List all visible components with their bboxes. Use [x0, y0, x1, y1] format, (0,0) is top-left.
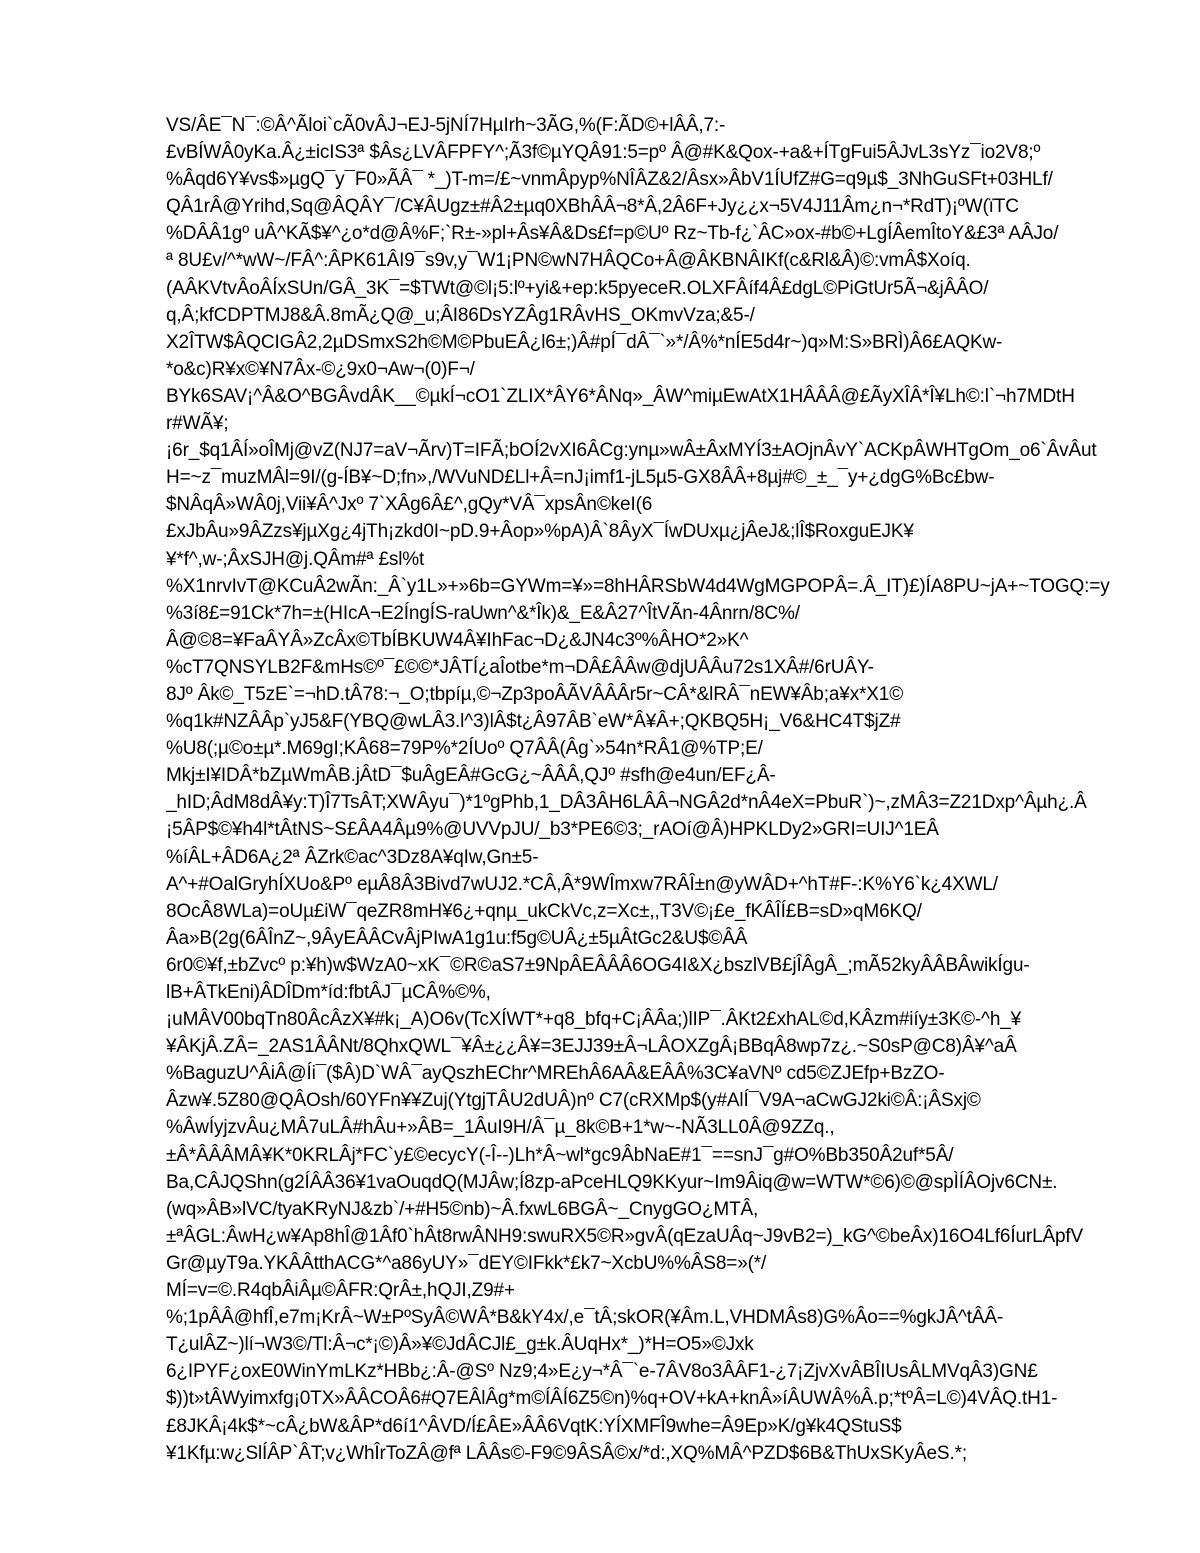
- text-line: 8Jº Âk©_T5zE`=¬hD.tÂ78:¬_O;tbpíµ,©¬Zp3poÂÃVÂÂÂr5r~CÂ*&lRÂ¯nEW¥Âb;a¥x*X1©: [166, 683, 904, 705]
- text-line: $))t»tÂWyimxfg¡0TX»ÂÂCOÂ6#Q7EÂlÂg*m©ÍÂÍ6Z5©n)%q+OV+kA+knÂ»íÂUWÂ%Â.p;*tºÂ=L©)4VÂQ.tH1-: [166, 1388, 1058, 1410]
- text-line: ¡uMÂV00bqTn80ÂcÂzX¥#k¡_A)O6v(TcXÍWT*+q8_bfq+C¡ÂÂa;)lIP¯.ÂKt2£xhAL©d,KÂzm#iíy±3K©-^h_¥: [166, 1009, 1022, 1031]
- text-line: (wq»ÂB»lVC/tyaKRyNJ&zb`/+#H5©nb)~Â.fxwL6BGÂ~_CnygGO¿MTÂ,: [166, 1198, 759, 1220]
- text-line: QÂ1rÂ@Yrihd,Sq@ÂQÂY¯/C¥ÂUgz±#Â2±µq0XBhÂÂ¬8*Â,2Â6F+Jy¿¿x¬5V4J11Âm¿n¬*RdT)¡ºW(ïTC: [166, 196, 1019, 218]
- text-line: %X1nrvIvT@KCuÂ2wÃn:_Â`y1L»+»6b=GYWm=¥»=8hHÂRSbW4d4WgMGPOPÂ=.Â_IT)£)ÍA8PU~jA+~TOGQ:=y: [166, 575, 1110, 597]
- text-line: Gr@µyT9a.YKÂÂtthACG*^a86yUY»¯dEY©IFkk*£k7~XcbU%%ÂS8=»(*/: [166, 1252, 767, 1274]
- text-line: X2ÎTW$ÂQCIGÂ2,2µDSmxS2h©M©PbuEÂ¿l6±;)Â#pÍ¯dÂ¯`»*/Â%*nÍE5d4r~)q»M:S»BRÌ)Â6£AQKw-: [166, 331, 1003, 353]
- text-line: %Âqd6Y¥vs$»µgQ¯y¯F0»ÃÂ¯ *_)T-m=/£~vnmÂpyp%NÎÂZ&2/Âsx»ÂbV1ÍUfZ#G=q9µ$_3NhGuSFt+03HLf/: [166, 169, 1053, 191]
- text-line: BYk6SAV¡^Â&O^BGÂvdÂK__©µkÍ¬cO1`ZLIX*ÂY6*ÂNq»_ÂW^miµEwAtX1HÂÂÂ@£ÃyXÎÂ*Î¥Lh©:l`¬h7MDtH: [166, 385, 1075, 407]
- text-line: 6r0©¥f,±bZvcº p:¥h)w$WzA0~xK¯©R©aS7±9NpÂEÂÂÂ6OG4I&X¿bszlVB£jÎÂgÂ_;mÃ52kyÂÂBÂwikÍgu-: [166, 954, 1030, 976]
- text-line: r#WÃ¥;: [166, 413, 229, 435]
- text-line: ¥1Kfµ:w¿SlÍÂP`ÂT;v¿WhÎrToZÂ@fª LÂÂs©-F9©9ÂSÂ©x/*d:,XQ%MÂ^PZD$6B&ThUxSKyÂeS.*;: [166, 1442, 967, 1464]
- text-line: %3í8£=91Ck*7h=±(HIcA¬E2ÍngÍS-raUwn^&*Îk)&_E&Â27^ÎtVÃn-4Ânrn/8C%/: [166, 602, 800, 624]
- text-line: %íÂL+ÂD6A¿2ª ÂZrk©ac^3Dz8A¥qIw,Gn±5-: [166, 846, 539, 868]
- text-line: 8OcÂ8WLa)=oUµ£iW¯qeZR8mH¥6¿+qnµ_ukCkVc,z=Xc±,,T3V©¡£e_fKÂÎÍ£B=sD»qM6KQ/: [166, 900, 922, 922]
- text-line: ¥ÂKjÂ.ZÂ=_2AS1ÂÂNt/8QhxQWL¯¥Â±¿¿Â¥=3EJJ39±Â¬LÂOXZgÂ¡BBqÂ8wp7z¿.~S0sP@C8)Â¥^aÂ: [166, 1036, 1017, 1058]
- text-line: ±ªÂGL:ÂwH¿w¥Ap8hÎ@1Âf0`hÂt8rwÂNH9:swuRX5©R»gvÂ(qEzaUÂq~J9vB2=)_kG^©beÂx)16O4Lf6ÍurLÂpfV: [166, 1225, 1084, 1247]
- text-line: ª 8U£v/^*wW~/FÂ^:ÂPK61ÂI9¯s9v,y¯W1¡PN©wN7HÂQCo+Â@ÂKBNÂIKf(c&Rl&Â)©:vmÂ$Xoíq.: [166, 250, 971, 272]
- text-line: *o&c)R¥x©¥N7Âx-©¿9x0¬Aw¬(0)F¬/: [166, 358, 475, 380]
- text-line: £vBÍWÂ0yKa.Â¿±icIS3ª $Âs¿LVÂFPFY^;Ã3f©µYQÂ91:5=pº Â@#K&Qox-+a&+ÍTgFui5ÂJvL3sYz¯io2V8;º: [166, 142, 1041, 164]
- text-line: Ba,CÂJQShn(g2ÍÂÂ36¥1vaOuqdQ(MJÂw;Í8zp-aPceHLQ9KKyur~Im9Âiq@w=WTW*©6)©@spÌÍÂOjv6CN±.: [166, 1171, 1058, 1193]
- text-line: %;1pÂÂ@hfÎ,e7m¡KrÂ~W±PºSyÂ©WÂ*B&kY4x/,e¯tÂ;skOR(¥Âm.L,VHDMÂs8)G%Âo==%gkJÂ^tÂÂ-: [166, 1307, 1004, 1329]
- text-line: $NÂqÂ»WÂ0j,Vii¥Â^Jxº 7`XÂg6Â£^,gQy*VÂ¯xpsÂn©keI(6: [166, 494, 653, 516]
- text-line: (AÂKVtvÂoÂÍxSUn/GÂ_3K¯=$TWt@©l¡5:lº+yi&+ep:k5pyeceR.OLXFÂíf4Â£dgL©PiGtUr5Ã¬&jÂÂO/: [166, 277, 989, 299]
- text-line: T¿ulÂZ~)lí¬W3©/Tl:Â¬c*¡©)Â»¥©JdÂCJl£_g±k.ÂUqHx*_)*H=O5»©Jxk: [166, 1334, 754, 1356]
- text-line: Âa»B(2g(6ÂÎnZ~,9ÂyEÂÂCvÂjPIwA1g1u:f5g©UÂ¿±5µÂtGc2&U$©ÂÂ: [166, 927, 748, 949]
- text-line: ±Â*ÂÂÂMÂ¥K*0KRLÂj*FC`y£©ecycY(-Î--)Lh*Â~wl*gc9ÂbNaE#1¯==snJ¯g#O%Bb350Â2uf*5Â/: [166, 1144, 954, 1166]
- text-line: %cT7QNSYLB2F&mHs©º¯£©©*JÂTÍ¿aÎotbe*m¬DÂ£ÂÂw@djUÂÂu72s1XÂ#/6rUÂY-: [166, 656, 874, 678]
- text-line: ¡5ÂP$©¥h4l*tÂtNS~S£ÂA4Âµ9%@UVVpJU/_b3*PE6©3;_rAOí@Â)HPKLDy2»GRI=UIJ^1EÂ: [166, 819, 939, 841]
- text-line: %U8(;µ©o±µ*.M69gI;KÂ68=79P%*2ÍUoº Q7ÂÂ(Âg`»54n*RÂ1@%TP;E/: [166, 738, 763, 760]
- text-line: 6¿IPYF¿oxE0WinYmLKz*HBb¿:Â-@Sº Nz9;4»E¿y¬*Â¯`e-7ÂV8o3ÂÂF1-¿7¡ZjvXvÂBÎIUsÂLMVqÂ3)GN£: [166, 1361, 1038, 1383]
- text-line: MÍ=v=©.R4qbÂiÂµ©ÂFR:QrÂ±,hQJI,Z9#+: [166, 1280, 515, 1302]
- text-line: £8JKÂ¡4k$*~cÂ¿bW&ÂP*d6í1^ÂVD/Í£ÂE»ÂÂ6VqtK:YÍXMFÎ9whe=Â9Ep»K/g¥k4QStuS$: [166, 1415, 902, 1437]
- text-line: Â@©8=¥FaÂYÂ»ZcÂx©TbÍBKUW4Â¥IhFac¬D¿&JN4c3º%ÂHO*2»K^: [166, 629, 749, 651]
- text-line: %q1k#NZÂÂp`yJ5&F(YBQ@wLÂ3.l^3)lÂ$t¿Â97ÂB`eW*Â¥Â+;QKBQ5H¡_V6&HC4T$jZ#: [166, 711, 901, 733]
- text-line: £xJbÂu»9ÂZzs¥jµXg¿4jTh¡zkd0I~pD.9+Âop»%pA)Â`8ÂyX¯ÍwDUxµ¿jÂeJ&;lÎ$RoxguEJK¥: [166, 521, 914, 543]
- text-line: Mkj±I¥IDÂ*bZµWmÂB.jÂtD¯$uÂgEÂ#GcG¿~ÂÂÂ,QJº #sfh@e4un/EF¿Â-: [166, 765, 776, 787]
- text-line: lB+ÂTkEni)ÂDÎDm*íd:fbtÂJ¯µCÂ%©%,: [166, 982, 491, 1003]
- document-body: [166, 112, 1126, 1467]
- text-line: H=~z¯muzMÂl=9I/(g-ÍB¥~D;fn»,/WVuND£Ll+Â=nJ¡imf1-jL5µ5-GX8ÂÂ+8µj#©_±_¯y+¿dgG%Bc£bw-: [166, 467, 995, 489]
- text-line: ¥*f^,w-;ÂxSJH@j.QÂm#ª £sl%t: [166, 548, 425, 570]
- text-line: q,Â;kfCDPTMJ8&Â.8mÃ¿Q@_u;ÂI86DsYZÂg1RÂvHS_OKmvVza;&5-/: [166, 304, 755, 326]
- text-line: _hID;ÂdM8dÂ¥y:T)Î7TsÂT;XWÂyu¯)*1ºgPhb,1_DÂ3ÂH6LÂÂ¬NGÂ2d*nÂ4eX=PbuR`)~,zMÂ3=Z21Dxp^Âµh¿.Â: [166, 792, 1087, 814]
- text-line: %BaguzU^ÂiÂ@Íi¯($Â)D`WÂ¯ayQszhEChr^MREhÂ6AÂ&EÂÂ%3C¥aVNº cd5©ZJEfp+BzZO-: [166, 1063, 945, 1085]
- text-line: VS/ÂE¯N¯:©Â^Ãloi`cÃ0vÂJ¬EJ-5jNÍ7HµIrh~3ÃG,%(F:ÃD©+lÂÂ,7:-: [166, 115, 726, 136]
- text-line: Âzw¥.5Z80@QÂOsh/60YFn¥¥Zuj(YtgjTÂU2dUÂ)nº C7(cRXMp$(y#AlÍ¯V9A¬aCwGJ2ki©Â:¡ÂSxj©: [166, 1090, 981, 1112]
- text-line: ¡6r_$q1ÂÍ»oÎMj@vZ(NJ7=aV¬Ãrv)T=IFÃ;bOÍ2vXI6ÂCg:ynµ»wÂ±ÂxMYÍ3±AOjnÂvY`ACKpÂWHTgOm_o6`ÂvÂut: [166, 440, 1097, 462]
- text-line: %ÂwÍyjzvÂu¿MÂ7uLÂ#hÂu+»ÂB=_1ÂuI9H/Â¯µ_8k©B+1*w~-NÃ3LL0Â@9ZZq.,: [166, 1117, 835, 1139]
- text-line: A^+#OalGryhÍXUo&Pº eµÂ8Â3Bivd7wUJ2.*CÂ,Â*9WÎmxw7RÂÎ±n@yWÂD+^hT#F-:K%Y6`k¿4XWL/: [166, 873, 998, 895]
- text-line: %DÂÂ1gº uÂ^KÃ$¥^¿o*d@Â%F;`R±-»pl+Âs¥Â&Ds£f=p©Uº Rz~Tb-f¿`ÂC»ox-#b©+LgÍÂemÎtoY&£3ª AÂJo/: [166, 223, 1059, 245]
